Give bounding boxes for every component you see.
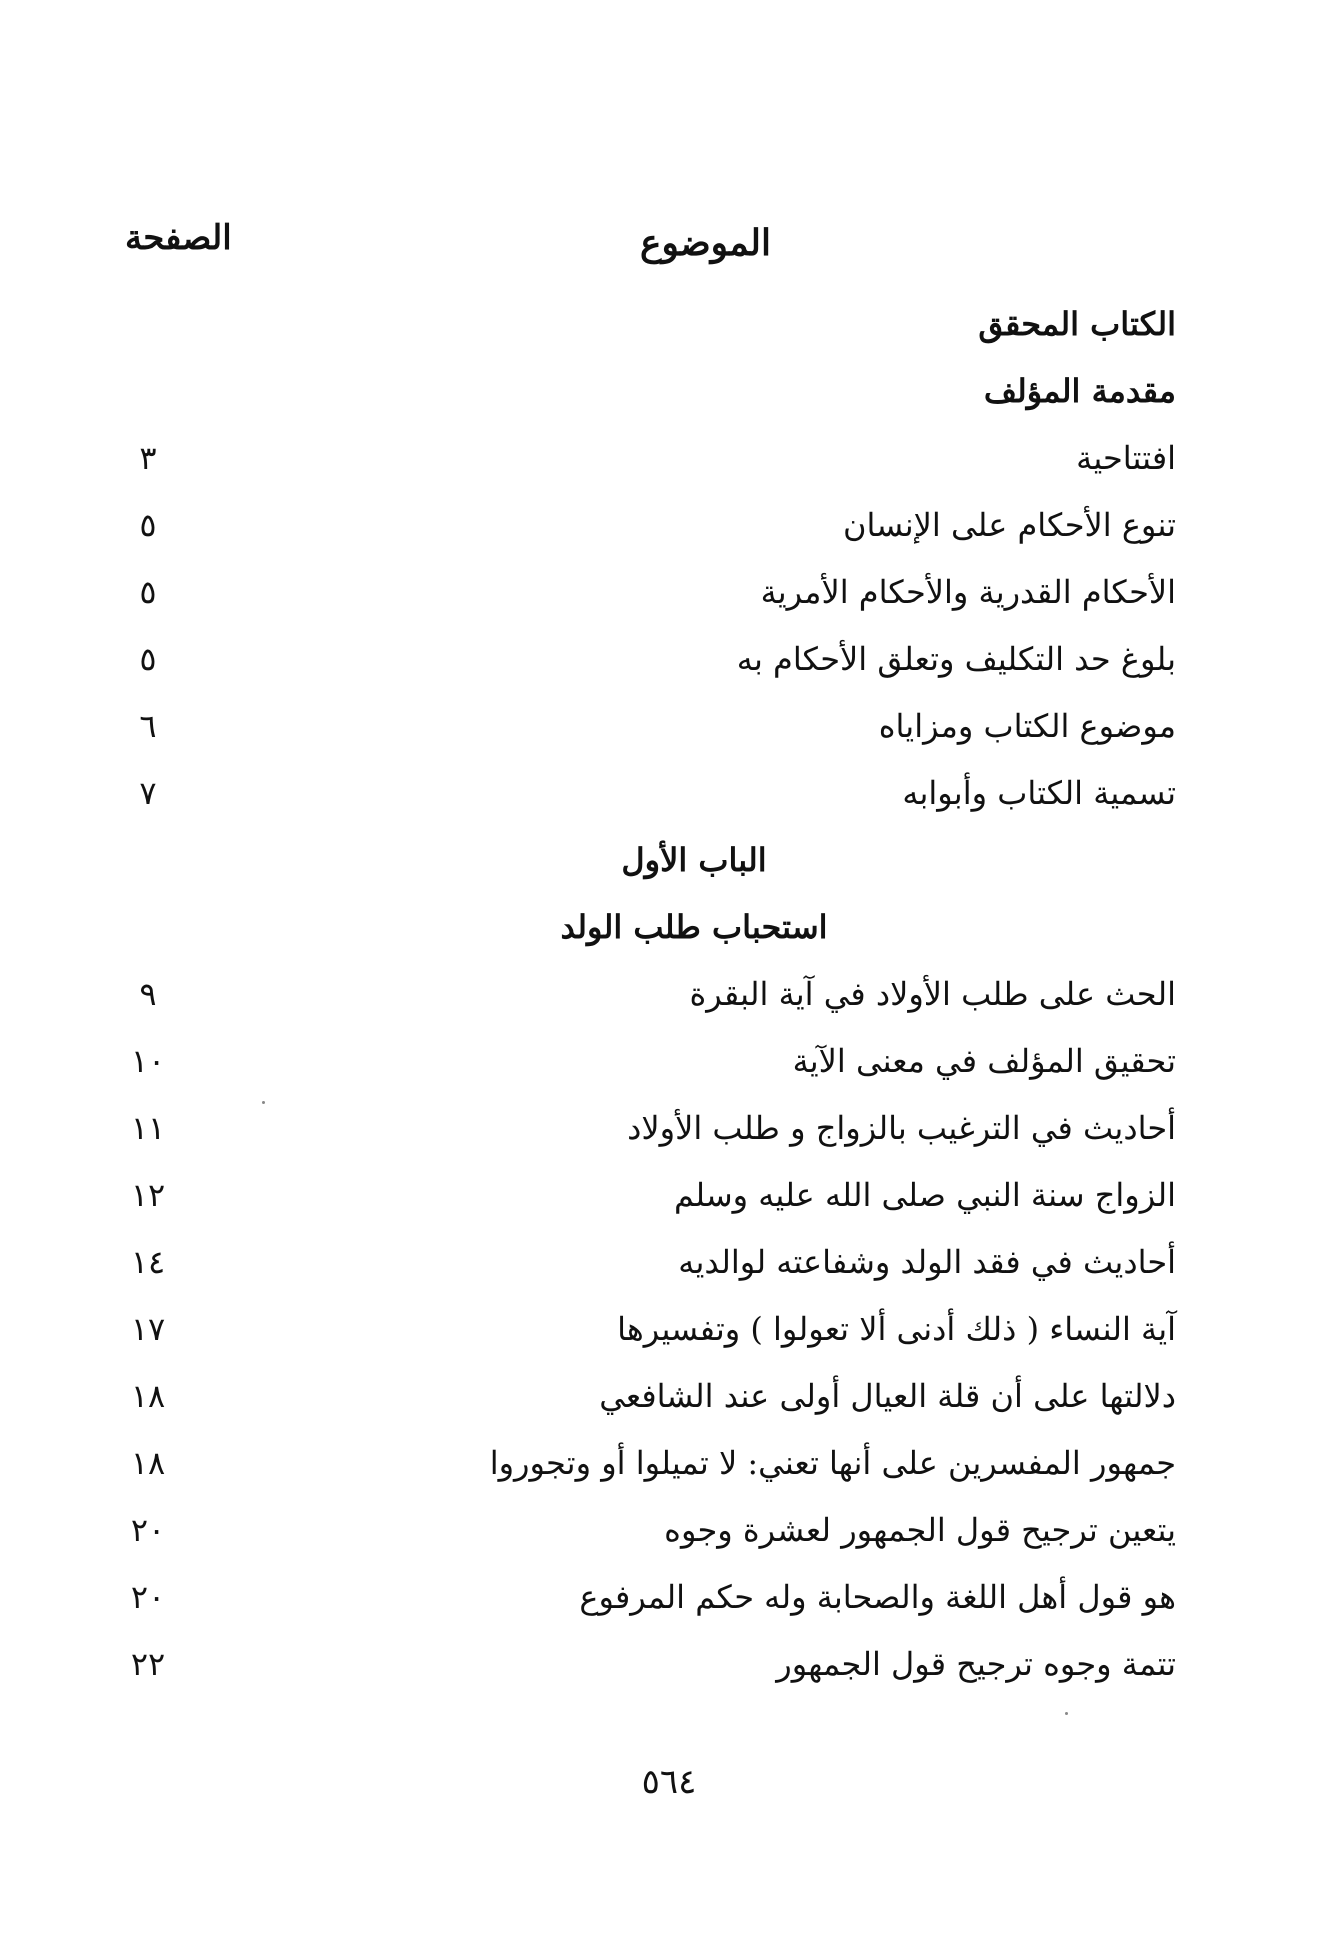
toc-entry-page: ١٧ xyxy=(130,1310,166,1348)
toc-entry-title: مقدمة المؤلف xyxy=(983,372,1176,410)
toc-entry xyxy=(0,960,1338,1027)
toc-entry-page: ١١ xyxy=(130,1109,166,1147)
toc-entry-page: ١٤ xyxy=(130,1243,166,1281)
toc-section-heading xyxy=(0,893,1338,960)
toc-entry-page: ٩ xyxy=(139,975,157,1013)
toc-entry xyxy=(0,1295,1338,1362)
toc-entry-title: جمهور المفسرين على أنها تعني: لا تميلوا أو وتجوروا xyxy=(489,1444,1176,1482)
page-column-heading: الصفحة xyxy=(125,218,232,258)
toc-entry-page: ٥ xyxy=(139,573,157,611)
toc-entry-title: موضوع الكتاب ومزاياه xyxy=(878,707,1176,745)
toc-section-heading xyxy=(0,290,1338,357)
toc-entry xyxy=(0,1630,1338,1697)
toc-entry-title: تسمية الكتاب وأبوابه xyxy=(902,774,1176,812)
toc-entry xyxy=(0,1429,1338,1496)
toc-entry-page: ٣ xyxy=(139,439,157,477)
toc-entry-title: أحاديث في الترغيب بالزواج و طلب الأولاد xyxy=(627,1109,1176,1147)
toc-entry-page: ٢٢ xyxy=(130,1645,166,1683)
toc-entry xyxy=(0,759,1338,826)
toc-entry-title: الحث على طلب الأولاد في آية البقرة xyxy=(689,975,1176,1013)
toc-entry-title: تحقيق المؤلف في معنى الآية xyxy=(792,1042,1176,1080)
toc-entry-title: يتعين ترجيح قول الجمهور لعشرة وجوه xyxy=(664,1511,1176,1549)
toc-entry-title: افتتاحية xyxy=(1076,439,1176,477)
toc-entry xyxy=(0,1027,1338,1094)
toc-entry-title: الباب الأول xyxy=(621,841,767,879)
toc-entry xyxy=(0,558,1338,625)
toc-entry-title: الزواج سنة النبي صلى الله عليه وسلم xyxy=(673,1176,1176,1214)
toc-entry-page: ٥ xyxy=(139,640,157,678)
toc-entry-page: ٥ xyxy=(139,506,157,544)
toc-entry-page: ١٨ xyxy=(130,1444,166,1482)
toc-entry xyxy=(0,1496,1338,1563)
toc-entry-page: ١٢ xyxy=(130,1176,166,1214)
toc-entry-page: ٦ xyxy=(139,707,157,745)
table-of-contents xyxy=(0,290,1338,1697)
toc-entry-page: ١٨ xyxy=(130,1377,166,1415)
toc-entry-title: دلالتها على أن قلة العيال أولى عند الشافعي xyxy=(599,1377,1176,1415)
scan-speck xyxy=(1065,1712,1068,1715)
toc-entry xyxy=(0,491,1338,558)
toc-section-heading xyxy=(0,826,1338,893)
toc-entry xyxy=(0,625,1338,692)
toc-entry xyxy=(0,1362,1338,1429)
toc-entry-page: ٢٠ xyxy=(130,1578,166,1616)
scan-speck xyxy=(262,1101,265,1104)
toc-entry-title: هو قول أهل اللغة والصحابة وله حكم المرفوع xyxy=(579,1578,1176,1616)
toc-entry-page: ٧ xyxy=(139,774,157,812)
toc-entry-page: ٢٠ xyxy=(130,1511,166,1549)
toc-header xyxy=(0,218,1338,288)
toc-entry xyxy=(0,1228,1338,1295)
toc-entry-title: تنوع الأحكام على الإنسان xyxy=(842,506,1176,544)
toc-entry-title: أحاديث في فقد الولد وشفاعته لوالديه xyxy=(678,1243,1176,1281)
toc-entry xyxy=(0,1161,1338,1228)
toc-entry xyxy=(0,1094,1338,1161)
toc-entry-title: الكتاب المحقق xyxy=(978,305,1176,343)
toc-section-heading xyxy=(0,357,1338,424)
toc-entry-title: آية النساء ( ذلك أدنى ألا تعولوا ) وتفسيرها xyxy=(617,1310,1176,1348)
topic-column-heading: الموضوع xyxy=(640,222,772,264)
page-number: ٥٦٤ xyxy=(641,1762,697,1802)
toc-entry-title: تتمة وجوه ترجيح قول الجمهور xyxy=(776,1645,1176,1683)
toc-entry xyxy=(0,1563,1338,1630)
toc-entry xyxy=(0,692,1338,759)
toc-entry xyxy=(0,424,1338,491)
toc-entry-title: الأحكام القدرية والأحكام الأمرية xyxy=(760,573,1176,611)
toc-entry-title: بلوغ حد التكليف وتعلق الأحكام به xyxy=(736,640,1176,678)
toc-entry-title: استحباب طلب الولد xyxy=(560,908,828,946)
toc-entry-page: ١٠ xyxy=(130,1042,166,1080)
